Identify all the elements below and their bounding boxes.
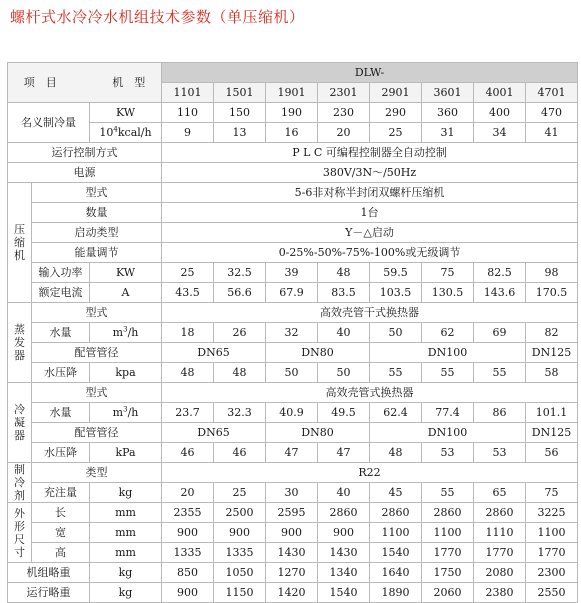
weight-value: 2060 (422, 583, 474, 603)
row-label: 额定电流 (32, 283, 90, 303)
cooling-kw-value: 150 (214, 103, 266, 123)
weight-value: 1540 (318, 583, 370, 603)
cooling-kw-value: 360 (422, 103, 474, 123)
row-label: 能量调节 (32, 243, 162, 263)
row-label: 配管管径 (32, 423, 162, 443)
pipe-size: DN80 (266, 423, 370, 443)
row-label: 长 (32, 503, 90, 523)
unit-label: A (90, 283, 162, 303)
refrigerant-charge-value: 20 (162, 483, 214, 503)
unit-label: kPa (90, 443, 162, 463)
water-flow-value: 32.3 (214, 403, 266, 423)
group-label-compressor: 压缩机 (8, 183, 32, 303)
water-flow-value: 62 (422, 323, 474, 343)
refrigerant-charge-value: 25 (214, 483, 266, 503)
weight-value: 1890 (370, 583, 422, 603)
pressure-drop-value: 53 (422, 443, 474, 463)
weight-value: 2080 (474, 563, 526, 583)
header-item-cell (8, 63, 162, 103)
length-value: 2860 (422, 503, 474, 523)
length-value: 2595 (266, 503, 318, 523)
pressure-drop-value: 53 (474, 443, 526, 463)
width-value: 900 (214, 523, 266, 543)
row-label: 配管管径 (32, 343, 162, 363)
unit-label: kg (90, 483, 162, 503)
height-value: 1430 (318, 543, 370, 563)
group-label-dimensions: 外形尺寸 (8, 503, 32, 563)
height-value: 1430 (266, 543, 318, 563)
pipe-size: DN80 (266, 343, 370, 363)
model-number: 3601 (422, 83, 474, 103)
flow-unit: $m^3/h$ (112, 405, 139, 419)
group-label-refrigerant: 制冷剂 (8, 463, 32, 503)
pressure-drop-value: 46 (162, 443, 214, 463)
row-label: 型式 (32, 303, 162, 323)
row-label: 名义制冷量 (8, 103, 90, 143)
refrigerant-type: R22 (162, 463, 578, 483)
water-flow-value: 18 (162, 323, 214, 343)
kcal-unit: $10^4kcal/h$ (99, 125, 152, 139)
table-row (8, 203, 578, 223)
width-value: 1100 (370, 523, 422, 543)
pressure-drop-value: 47 (318, 443, 370, 463)
table-row (8, 543, 578, 563)
flow-unit: $m^3/h$ (112, 325, 139, 339)
weight-value: 1420 (266, 583, 318, 603)
unit-label: kg (90, 563, 162, 583)
height-value: 1335 (162, 543, 214, 563)
rated-current-value: 43.5 (162, 283, 214, 303)
length-value: 3225 (526, 503, 578, 523)
water-flow-value: 32 (266, 323, 318, 343)
weight-value: 1750 (422, 563, 474, 583)
table-row (8, 143, 578, 163)
header-item-label: 项 目 (23, 76, 57, 89)
power-value: 380V/3N～/50Hz (162, 163, 578, 183)
row-label: 水压降 (32, 363, 90, 383)
cooling-kw-value: 290 (370, 103, 422, 123)
weight-value: 1340 (318, 563, 370, 583)
refrigerant-charge-value: 30 (266, 483, 318, 503)
table-row (8, 583, 578, 603)
table-row (8, 243, 578, 263)
unit-label: mm (90, 523, 162, 543)
row-label: 类型 (32, 463, 162, 483)
table-row (8, 103, 578, 123)
row-label: 运行略重 (8, 583, 90, 603)
row-label: 型式 (32, 183, 162, 203)
model-number: 1501 (214, 83, 266, 103)
cooling-kw-value: 190 (266, 103, 318, 123)
water-flow-value: 82 (526, 323, 578, 343)
weight-value: 2380 (474, 583, 526, 603)
pressure-drop-value: 48 (214, 363, 266, 383)
row-label: 水量 (32, 323, 90, 343)
pressure-drop-value: 50 (266, 363, 318, 383)
table-row (8, 383, 578, 403)
group-label-evaporator: 蒸发器 (8, 303, 32, 383)
weight-value: 1150 (214, 583, 266, 603)
rated-current-value: 103.5 (370, 283, 422, 303)
cooling-kcal-value: 20 (318, 123, 370, 143)
water-flow-value: 49.5 (318, 403, 370, 423)
row-label: 机组略重 (8, 563, 90, 583)
model-number: 4701 (526, 83, 578, 103)
pressure-drop-value: 55 (474, 363, 526, 383)
input-power-value: 25 (162, 263, 214, 283)
table-row (8, 563, 578, 583)
pipe-size: DN125 (526, 423, 578, 443)
spec-table (7, 62, 578, 603)
model-number: 4001 (474, 83, 526, 103)
table-row (8, 443, 578, 463)
cooling-kcal-value: 25 (370, 123, 422, 143)
pressure-drop-value: 55 (370, 363, 422, 383)
pressure-drop-value: 50 (318, 363, 370, 383)
width-value: 1110 (474, 523, 526, 543)
rated-current-value: 143.6 (474, 283, 526, 303)
exchanger-type: 高效壳管式换热器 (162, 383, 578, 403)
row-label: 电源 (8, 163, 162, 183)
compressor-type: 5-6非对称半封闭双螺杆压缩机 (162, 183, 578, 203)
water-flow-value: 101.1 (526, 403, 578, 423)
input-power-value: 48 (318, 263, 370, 283)
cooling-kcal-value: 41 (526, 123, 578, 143)
cooling-kcal-value: 13 (214, 123, 266, 143)
rated-current-value: 130.5 (422, 283, 474, 303)
rated-current-value: 67.9 (266, 283, 318, 303)
model-number: 1101 (162, 83, 214, 103)
pressure-drop-value: 48 (370, 443, 422, 463)
header-model-label: 机 型 (112, 76, 146, 89)
row-label: 输入功率 (32, 263, 90, 283)
width-value: 1100 (526, 523, 578, 543)
pressure-drop-value: 55 (422, 363, 474, 383)
unit-label (90, 403, 162, 423)
table-row (8, 463, 578, 483)
water-flow-value: 86 (474, 403, 526, 423)
table-row (8, 343, 578, 363)
input-power-value: 98 (526, 263, 578, 283)
weight-value: 1050 (214, 563, 266, 583)
input-power-value: 39 (266, 263, 318, 283)
unit-label: kg (90, 583, 162, 603)
cooling-kcal-value: 9 (162, 123, 214, 143)
table-row (8, 403, 578, 423)
table-row (8, 283, 578, 303)
exchanger-type: 高效壳管干式换热器 (162, 303, 578, 323)
unit-label: KW (90, 263, 162, 283)
pressure-drop-value: 46 (214, 443, 266, 463)
refrigerant-charge-value: 55 (422, 483, 474, 503)
model-number: 1901 (266, 83, 318, 103)
water-flow-value: 40 (318, 323, 370, 343)
weight-value: 900 (162, 583, 214, 603)
group-label-condenser: 冷凝器 (8, 383, 32, 463)
length-value: 2355 (162, 503, 214, 523)
row-label: 水量 (32, 403, 90, 423)
pressure-drop-value: 48 (162, 363, 214, 383)
pressure-drop-value: 47 (266, 443, 318, 463)
width-value: 900 (318, 523, 370, 543)
table-row (8, 163, 578, 183)
input-power-value: 82.5 (474, 263, 526, 283)
water-flow-value: 26 (214, 323, 266, 343)
pipe-size: DN100 (370, 423, 526, 443)
unit-label (90, 123, 162, 143)
refrigerant-charge-value: 40 (318, 483, 370, 503)
pipe-size: DN125 (526, 343, 578, 363)
cooling-kcal-value: 34 (474, 123, 526, 143)
cooling-kcal-value: 31 (422, 123, 474, 143)
pressure-drop-value: 58 (526, 363, 578, 383)
cooling-kw-value: 230 (318, 103, 370, 123)
compressor-capacity-control: 0-25%-50%-75%-100%或无级调节 (162, 243, 578, 263)
unit-label: KW (90, 103, 162, 123)
input-power-value: 59.5 (370, 263, 422, 283)
unit-label: kpa (90, 363, 162, 383)
row-label: 运行控制方式 (8, 143, 162, 163)
pipe-size: DN100 (370, 343, 526, 363)
rated-current-value: 170.5 (526, 283, 578, 303)
water-flow-value: 77.4 (422, 403, 474, 423)
height-value: 1770 (474, 543, 526, 563)
table-row (8, 223, 578, 243)
pipe-size: DN65 (162, 343, 266, 363)
input-power-value: 32.5 (214, 263, 266, 283)
row-label: 宽 (32, 523, 90, 543)
page-title: 螺杆式水冷冷水机组技术参数（单压缩机） (10, 8, 305, 26)
length-value: 2500 (214, 503, 266, 523)
table-row (8, 483, 578, 503)
compressor-count: 1台 (162, 203, 578, 223)
weight-value: 2550 (526, 583, 578, 603)
refrigerant-charge-value: 65 (474, 483, 526, 503)
cooling-kw-value: 400 (474, 103, 526, 123)
weight-value: 2300 (526, 563, 578, 583)
row-label: 水压降 (32, 443, 90, 463)
table-row (8, 263, 578, 283)
cooling-kw-value: 110 (162, 103, 214, 123)
row-label: 充注量 (32, 483, 90, 503)
weight-value: 1270 (266, 563, 318, 583)
height-value: 1540 (370, 543, 422, 563)
refrigerant-charge-value: 45 (370, 483, 422, 503)
water-flow-value: 23.7 (162, 403, 214, 423)
unit-label: mm (90, 503, 162, 523)
table-row (8, 363, 578, 383)
table-row (8, 523, 578, 543)
model-number: 2901 (370, 83, 422, 103)
weight-value: 850 (162, 563, 214, 583)
height-value: 1335 (214, 543, 266, 563)
height-value: 1770 (526, 543, 578, 563)
compressor-start: Y－△启动 (162, 223, 578, 243)
cooling-kw-value: 470 (526, 103, 578, 123)
height-value: 1770 (422, 543, 474, 563)
table-row (8, 503, 578, 523)
table-row (8, 303, 578, 323)
table-row (8, 423, 578, 443)
row-label: 型式 (32, 383, 162, 403)
table-row (8, 323, 578, 343)
length-value: 2860 (318, 503, 370, 523)
water-flow-value: 69 (474, 323, 526, 343)
width-value: 1100 (422, 523, 474, 543)
width-value: 900 (266, 523, 318, 543)
pipe-size: DN65 (162, 423, 266, 443)
rated-current-value: 83.5 (318, 283, 370, 303)
row-label: 数量 (32, 203, 162, 223)
water-flow-value: 62.4 (370, 403, 422, 423)
unit-label: mm (90, 543, 162, 563)
row-label: 高 (32, 543, 90, 563)
length-value: 2860 (370, 503, 422, 523)
row-label: 启动类型 (32, 223, 162, 243)
control-value: P L C 可编程控制器全自动控制 (162, 143, 578, 163)
weight-value: 1640 (370, 563, 422, 583)
water-flow-value: 40.9 (266, 403, 318, 423)
unit-label (90, 323, 162, 343)
water-flow-value: 50 (370, 323, 422, 343)
cooling-kcal-value: 16 (266, 123, 318, 143)
length-value: 2860 (474, 503, 526, 523)
refrigerant-charge-value: 75 (526, 483, 578, 503)
rated-current-value: 56.6 (214, 283, 266, 303)
input-power-value: 75 (422, 263, 474, 283)
model-number: 2301 (318, 83, 370, 103)
series-header: DLW- (162, 63, 578, 83)
table-row (8, 123, 578, 143)
width-value: 900 (162, 523, 214, 543)
table-row (8, 183, 578, 203)
pressure-drop-value: 56 (526, 443, 578, 463)
